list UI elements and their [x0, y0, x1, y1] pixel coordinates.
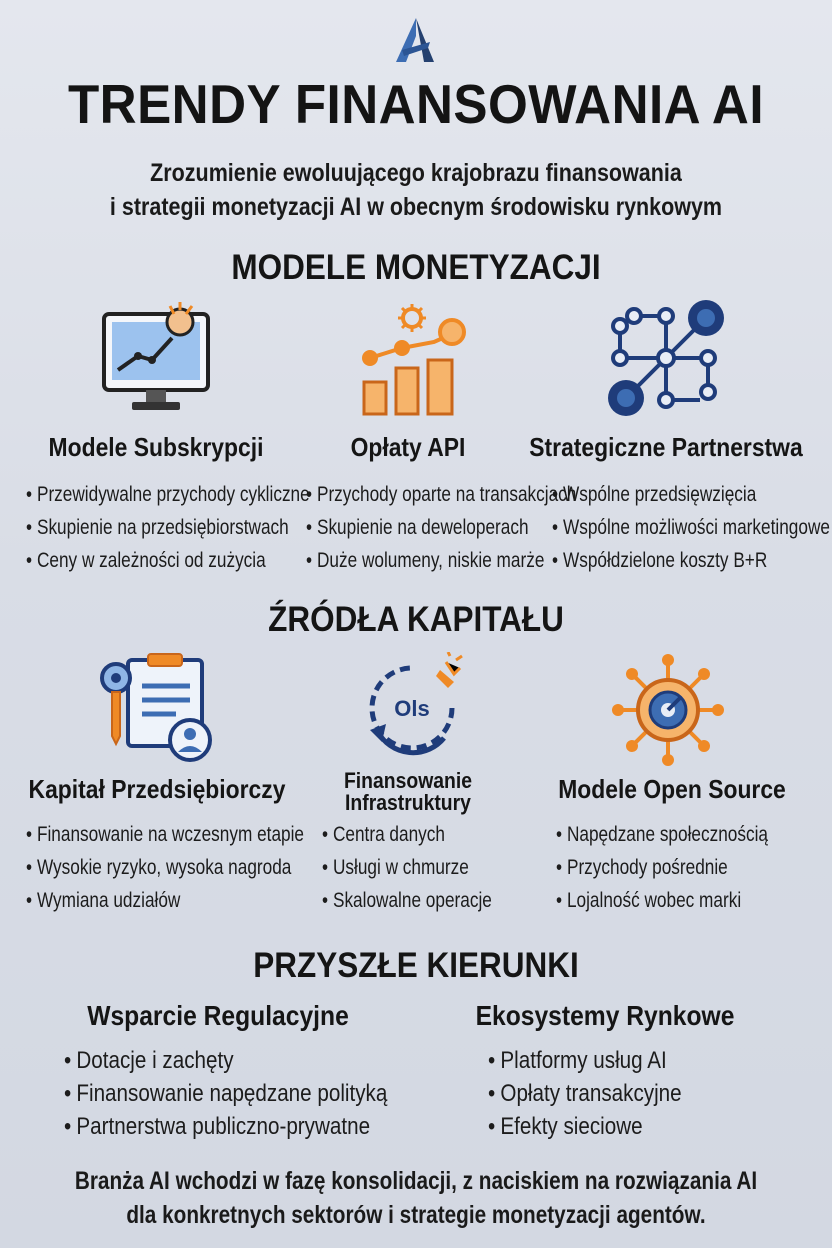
network-nodes-icon: [604, 296, 730, 422]
footer-line: dla konkretnych sektorów i strategie monetyzacji agentów.: [126, 1201, 706, 1229]
section-heading-capital: ŹRÓDŁA KAPITAŁU: [268, 600, 564, 639]
list-item: • Skupienie na deweloperach: [306, 511, 576, 544]
list-item: • Wspólne możliwości marketingowe: [552, 511, 830, 544]
bar-chart-gear-icon: [358, 302, 468, 420]
list-item: • Skupienie na przedsiębiorstwach: [26, 511, 310, 544]
list-item: • Skalowalne operacje: [322, 884, 492, 917]
list-item: • Przewidywalne przychody cykliczne: [26, 478, 310, 511]
page-subtitle: [58, 156, 774, 224]
column-title-subscription: Modele Subskrypcji: [48, 432, 264, 462]
footer-summary: [71, 1164, 762, 1232]
list-item: • Centra danych: [322, 818, 492, 851]
column-title-line: Finansowanie: [343, 768, 473, 793]
list-item: • Dotacje i zachęty: [64, 1044, 387, 1077]
list-item: • Przychody oparte na transakcjach: [306, 478, 576, 511]
list-item: • Platformy usług AI: [488, 1044, 682, 1077]
list-item: • Efekty sieciowe: [488, 1110, 682, 1143]
column-title-market-ecosystems: Ekosystemy Rynkowe: [475, 1000, 735, 1031]
footer-line: Branża AI wchodzi w fazę konsolidacji, z naciskiem na rozwiązania AI: [74, 1167, 758, 1195]
page-title: TRENDY FINANSOWANIA AI: [67, 73, 765, 135]
section-heading-monetization: MODELE MONETYZACJI: [231, 248, 601, 287]
column-title-regulatory-support: Wsparcie Regulacyjne: [87, 1000, 349, 1031]
list-item: • Współdzielone koszty B+R: [552, 544, 830, 577]
list-item: • Wspólne przedsięwzięcia: [552, 478, 830, 511]
list-item: • Napędzane społecznością: [556, 818, 768, 851]
list-item: • Usługi w chmurze: [322, 851, 492, 884]
list-item: • Opłaty transakcyjne: [488, 1077, 682, 1110]
list-item: • Ceny w zależności od zużycia: [26, 544, 310, 577]
a-letter-logo-icon: [390, 14, 442, 66]
clipboard-person-icon: [98, 652, 218, 764]
list-item: • Partnerstwa publiczno-prywatne: [64, 1110, 387, 1143]
column-title-line: Infrastruktury: [345, 790, 471, 815]
bullet-list-open-source: [556, 818, 815, 917]
column-title-venture-capital: Kapitał Przedsiębiorczy: [28, 774, 286, 804]
list-item: • Finansowanie napędzane polityką: [64, 1077, 387, 1110]
bullet-list-market-ecosystems: [488, 1044, 713, 1143]
column-title-partnerships: Strategiczne Partnerstwa: [529, 432, 803, 462]
clock-cycle-icon: [356, 652, 468, 764]
list-item: • Wymiana udziałów: [26, 884, 304, 917]
bullet-list-venture-capital: [26, 818, 365, 917]
monitor-growth-chart-icon: [100, 300, 215, 422]
list-item: • Przychody pośrednie: [556, 851, 768, 884]
icon-caption: Ols: [394, 696, 430, 721]
list-item: • Finansowanie na wczesnym etapie: [26, 818, 304, 851]
list-item: • Wysokie ryzyko, wysoka nagroda: [26, 851, 304, 884]
bullet-list-regulatory-support: [64, 1044, 440, 1143]
column-title-open-source: Modele Open Source: [558, 774, 786, 804]
list-item: • Duże wolumeny, niskie marże: [306, 544, 576, 577]
subtitle-line: i strategii monetyzacji AI w obecnym środowisku rynkowym: [109, 193, 723, 221]
gear-network-icon: [606, 652, 730, 768]
column-title-infrastructure: [322, 770, 494, 814]
subtitle-line: Zrozumienie ewoluującego krajobrazu finansowania: [150, 159, 682, 187]
list-item: • Lojalność wobec marki: [556, 884, 768, 917]
column-title-api-fees: Opłaty API: [350, 432, 466, 462]
bullet-list-infrastructure: [322, 818, 529, 917]
bullet-list-partnerships: [552, 478, 832, 577]
section-heading-future: PRZYSZŁE KIERUNKI: [253, 946, 579, 985]
